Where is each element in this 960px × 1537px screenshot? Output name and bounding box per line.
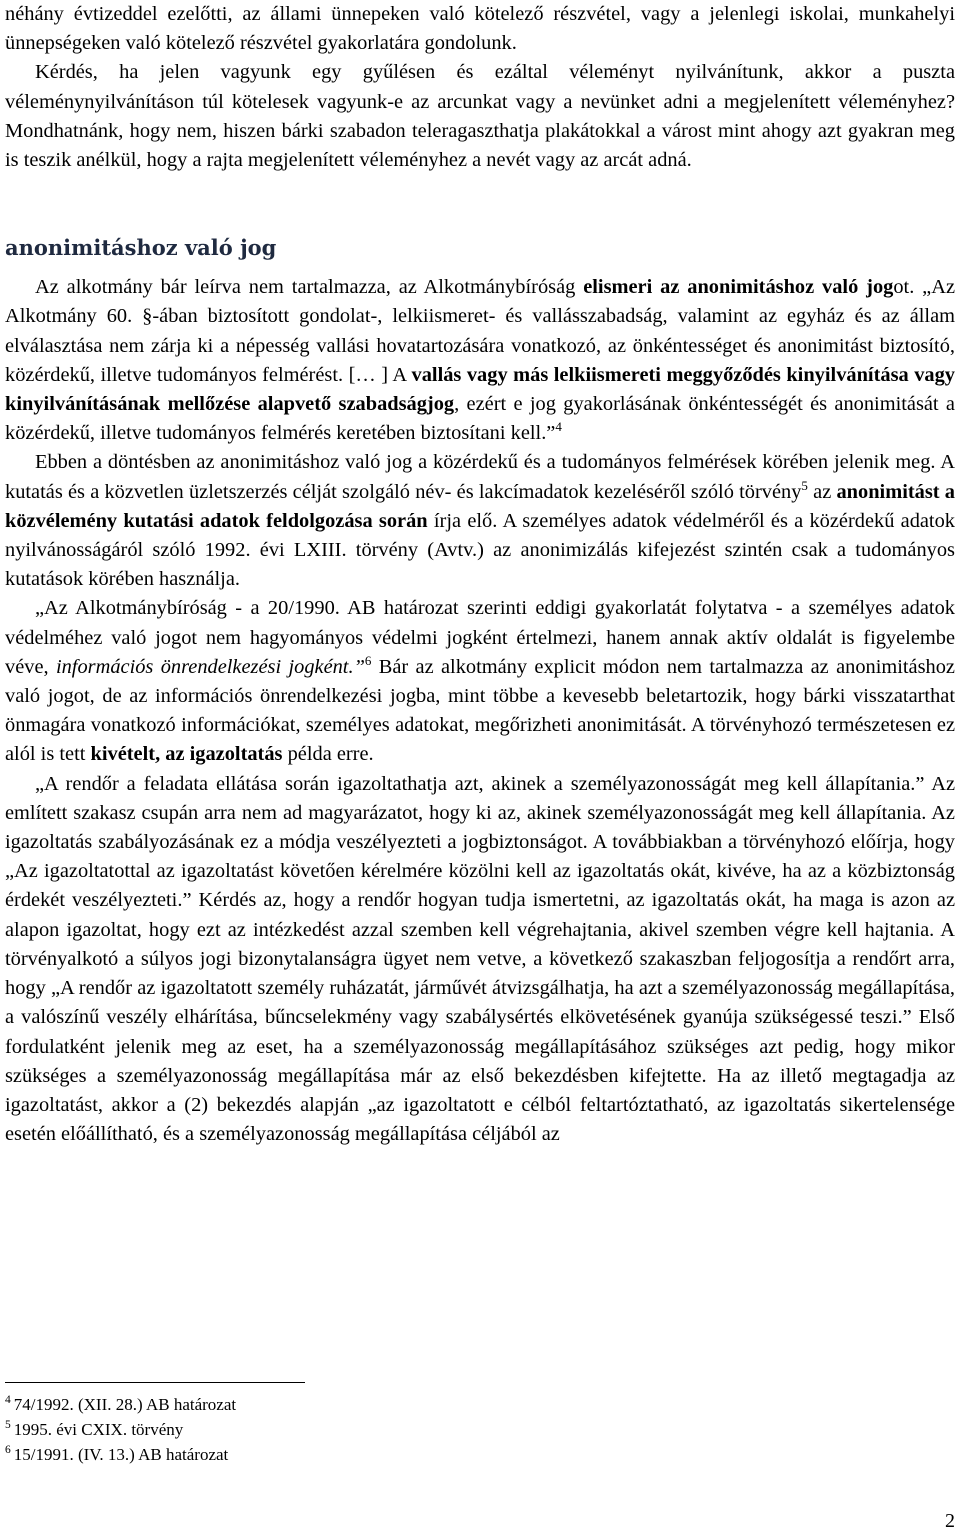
bold-phrase: anonimitást a közvélemény kutatási adatok feldolgozása során	[5, 480, 956, 532]
paragraph-anonymity-right	[5, 273, 955, 448]
italic-phrase: információs önrendelkezési jogként.”	[55, 655, 365, 678]
bold-phrase: elismeri az anonimitáshoz való jog	[583, 276, 894, 299]
footnote-item	[5, 1392, 236, 1417]
paragraph-police-identification: „A rendőr a feladata ellátása során igazoltathatja azt, akinek a személyazonosságát meg kell állapítania.” Az említett szakasz csupán arra nem ad magyarázatot, hogy ki az, akinek személyazonosságát meg kell állapítania. Az igazoltatás szabályozásának ez a módja veszélyezteti a jogbiztonságot. A továbbiakban a törvényhozó előírja, hogy „Az igazoltatottal az igazoltatást követően kérelmére közölni kell az igazoltatás okát, kivéve, ha az a közbiztonság érdekét veszélyezteti.” Kérdés az, hogy a rendőr hogyan tudja ismertetni, az igazoltatás okát, ha maga is azon az alapon igazoltat, hogy ezt az intézkedést azzal szemben kell végrehajtania, akivel szemben végre kell hajtania. A törvényalkotó a súlyos jogi bizonytalanságra ügyet nem vetve, a következő szakaszban feljogosítja a rendőrt arra, hogy „A rendőr az igazoltatott személy ruházatát, járművét átvizsgálhatja, ha azt a személyazonosság megállapítása, a valószínű veszély elhárítása, bűncselekmény vagy szabálysértés elkövetésének gyanúja szükségessé teszi.” Első fordulatként jelenik meg az eset, ha a személyazonosság megállapításához szükséges azt pedig, hogy mikor szükséges a személyazonosság megállapítása már az első bekezdésben kifejtette. Ha az illető megtagadja az igazoltatást, akkor a (2) bekezdés alapján „az igazoltatott e célból feltartóztatható, az igazoltatás sikertelensége esetén előállítható, és a személyazonosság megállapítása céljából az	[5, 772, 955, 1146]
footnote-item	[5, 1442, 236, 1467]
text-run: írja elő. A személyes adatok védelméről és a közérdekű adatok nyilvánosságáról szóló 1992. évi LXIII. törvény (Avtv.) az anonimizálás kifejezést szintén csak a tudományos kutatások körében használja.	[5, 509, 955, 591]
footnotes	[5, 1392, 236, 1467]
footnote-ref[interactable]: 4	[555, 419, 562, 435]
footnote-text: 1995. évi CXIX. törvény	[13, 1420, 184, 1439]
footnote-number: 6	[5, 1444, 11, 1457]
document-page	[5, 0, 955, 1149]
footnote-text: 15/1991. (IV. 13.) AB határozat	[13, 1445, 229, 1464]
paragraph-decision	[5, 448, 955, 594]
footnote-text: 74/1992. (XII. 28.) AB határozat	[13, 1395, 237, 1414]
section-heading: anonimitáshoz való jog	[5, 235, 277, 261]
footnote-ref[interactable]: 5	[801, 477, 808, 493]
text-run: Az alkotmány bár leírva nem tartalmazza, az Alkotmánybíróság	[35, 276, 584, 299]
bold-phrase: vallás vagy más lelkiismereti meggyőződés kinyilvánítása vagy kinyilvánításának mellőzése alapvető szabadságjog	[5, 363, 955, 416]
page-number: 2	[945, 1510, 955, 1532]
text-run: Ebben a döntésben az anonimitáshoz való jog a közérdekű és a tudományos felmérések körében jelenik meg. A kutatás és a közvetlen üzletszerzés célját szolgáló név- és lakcímadatok kezeléséről szóló törvény	[5, 451, 955, 503]
text-run: „Az Alkotmánybíróság - a 20/1990. AB határozat szerinti eddigi gyakorlatát folytatva - a személyes adatok védelméhez való jogot nem hagyományos védelmi jogként értelmezi, hanem annak aktív oldalát is figyelembe véve,	[5, 597, 955, 678]
bold-phrase: kivétel	[90, 743, 149, 766]
footnote-ref[interactable]: 6	[364, 653, 372, 669]
footnote-item	[5, 1417, 236, 1442]
text-run: Bár az alkotmány explicit módon nem tartalmazza az anonimitáshoz való jogot, de az információs önrendelkezési jogba, mint többe a kevesebb beletartozik, hogy bárki visszatarthat önmagára vonatkozó információkat, személyes adatokat, megőrizheti anonimitását. A törvényhozó természetesen ez alól is tett	[5, 655, 955, 766]
paragraph-intro: néhány évtizeddel ezelőtti, az állami ünnepeken való kötelező részvétel, vagy a jelenlegi iskolai, munkahelyi ünnepségeken való kötelező részvétel gyakorlatára gondolunk.	[5, 3, 955, 55]
text-run: példa erre.	[282, 743, 374, 766]
footnote-number: 4	[5, 1394, 11, 1407]
text-run: ot. „Az Alkotmány 60. §-ában biztosított gondolat-, lelkiismeret- és vallásszabadság, valamint az egyház és az állam elválasztása nem zárja ki a népesség vallási hovatartozására vonatkozó, az önkéntességet és anonimitást biztosító, közérdekű, illetve tudományos felmérést. [… ] A	[5, 276, 956, 386]
footnote-number: 5	[5, 1419, 11, 1432]
text-run: , ezért e jog gyakorlásának önkéntességét és anonimitását a közérdekű, illetve tudományos felmérés keretében biztosítani kell.”	[5, 393, 955, 445]
bold-phrase: t, az igazoltatás	[148, 743, 283, 766]
paragraph-self-determination	[5, 594, 955, 769]
text-run: az	[807, 480, 837, 503]
footnote-separator	[5, 1382, 305, 1383]
paragraph-opinion: Kérdés, ha jelen vagyunk egy gyűlésen és ezáltal véleményt nyilvánítunk, akkor a puszta véleménynyilvánításon túl kötelesek vagyunk-e az arcunkat vagy a nevünket adni a megjelenített véleményhez? Mondhatnánk, hogy nem, hiszen bárki szabadon teleragaszthatja plakátokkal a várost mint ahogy azt gyakran meg is teszik anélkül, hogy a rajta megjelenített véleményhez a nevét vagy az arcát adná.	[5, 61, 955, 172]
